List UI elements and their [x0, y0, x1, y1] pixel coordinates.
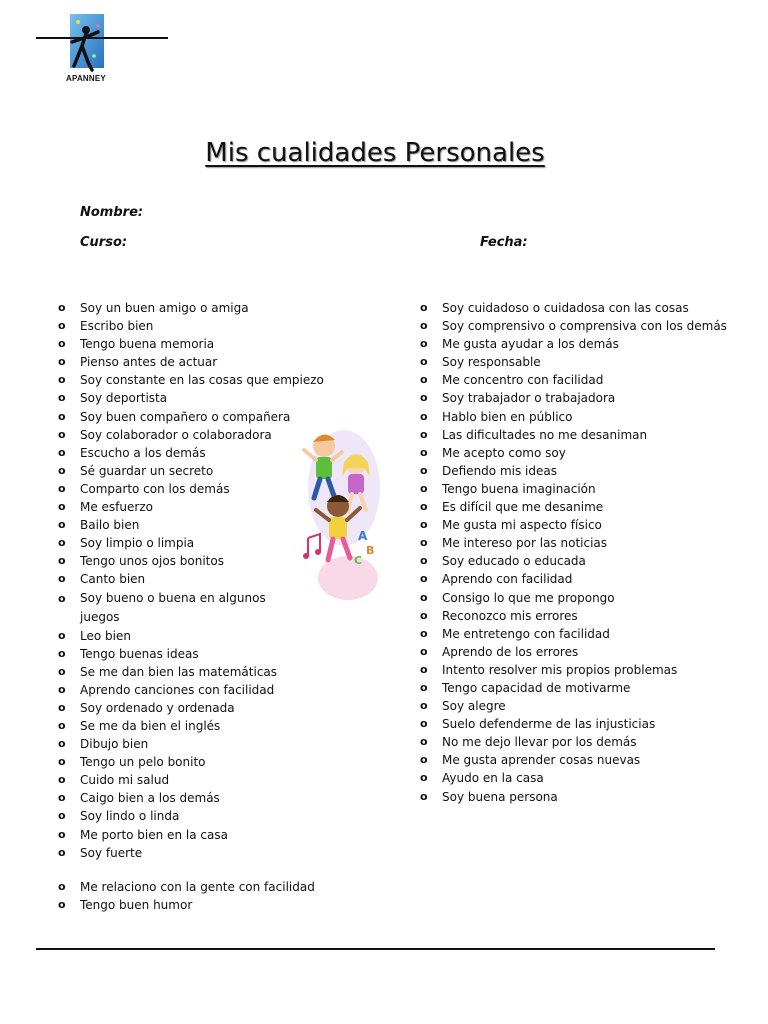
- bullet-icon: o: [58, 755, 66, 769]
- list-item-text: Tengo buena imaginación: [442, 481, 596, 496]
- list-item: [58, 317, 324, 335]
- bullet-icon: o: [58, 500, 66, 514]
- list-item-text: Se me dan bien las matemáticas: [80, 664, 278, 679]
- list-item-text: Aprendo de los errores: [442, 644, 579, 659]
- bullet-icon: o: [58, 572, 66, 586]
- bullet-icon: o: [58, 445, 66, 459]
- list-item: [420, 462, 727, 480]
- list-item: [58, 444, 324, 462]
- list-item: [58, 681, 324, 699]
- list-item-text: Soy colaborador o colaboradora: [80, 427, 272, 442]
- bullet-icon: o: [58, 845, 66, 859]
- list-item-text: Escribo bien: [80, 319, 154, 334]
- list-item-text: Soy bueno o buena en algunos juegos: [80, 590, 266, 624]
- list-item-text: Tengo un pelo bonito: [80, 755, 206, 770]
- list-item-text: Sé guardar un secreto: [80, 463, 214, 478]
- list-item-text: Tengo buenas ideas: [80, 646, 199, 661]
- bullet-icon: o: [58, 791, 66, 805]
- list-item: [58, 717, 324, 735]
- list-item: [58, 807, 324, 825]
- list-item-text: Me gusta mi aspecto físico: [442, 518, 602, 533]
- list-item-text: Me concentro con facilidad: [442, 373, 604, 388]
- bullet-icon: o: [420, 644, 428, 658]
- list-item: [58, 371, 324, 389]
- list-item-text: Soy lindo o linda: [80, 809, 180, 824]
- list-item-text: Me acepto como soy: [442, 445, 566, 460]
- bullet-icon: o: [420, 590, 428, 604]
- bullet-icon: o: [58, 628, 66, 642]
- bullet-icon: o: [420, 735, 428, 749]
- left-qualities-list: [58, 299, 324, 914]
- bullet-icon: o: [58, 718, 66, 732]
- list-item-text: Tengo buena memoria: [80, 337, 215, 352]
- bullet-icon: o: [420, 753, 428, 767]
- bullet-icon: o: [420, 445, 428, 459]
- bullet-icon: o: [58, 897, 66, 911]
- bullet-icon: o: [420, 463, 428, 477]
- list-item-text: Soy un buen amigo o amiga: [80, 301, 249, 315]
- bullet-icon: o: [420, 572, 428, 586]
- list-item-text: Defiendo mis ideas: [442, 463, 557, 478]
- list-item-text: Hablo bien en público: [442, 409, 573, 424]
- list-item-text: Soy cuidadoso o cuidadosa con las cosas: [442, 301, 689, 315]
- bullet-icon: o: [420, 319, 428, 333]
- list-item-text: Comparto con los demás: [80, 481, 230, 496]
- fecha-label: Fecha:: [480, 235, 528, 250]
- list-item-text: Se me da bien el inglés: [80, 718, 221, 733]
- list-item: [58, 335, 324, 353]
- list-item: [58, 753, 324, 771]
- list-item: [58, 552, 324, 570]
- list-item: [58, 498, 324, 516]
- list-item: [420, 625, 727, 643]
- bullet-icon: o: [58, 664, 66, 678]
- list-item-text: Pienso antes de actuar: [80, 355, 218, 370]
- list-item-text: Soy trabajador o trabajadora: [442, 391, 616, 406]
- right-qualities-list: [420, 299, 727, 806]
- bullet-icon: o: [420, 373, 428, 387]
- list-item-text: Soy buena persona: [442, 789, 558, 804]
- bullet-icon: o: [420, 301, 428, 314]
- list-item: [58, 789, 324, 807]
- list-item-text: Soy limpio o limpia: [80, 536, 195, 551]
- list-item: [58, 353, 324, 371]
- list-item: [58, 534, 324, 552]
- bullet-icon: o: [420, 337, 428, 351]
- bullet-icon: o: [420, 518, 428, 532]
- svg-text:B: B: [366, 544, 375, 557]
- list-item: [58, 516, 324, 534]
- bullet-icon: o: [420, 717, 428, 731]
- list-item-text: Consigo lo que me propongo: [442, 590, 615, 605]
- bullet-icon: o: [58, 809, 66, 823]
- bullet-icon: o: [58, 409, 66, 423]
- list-item: [58, 771, 324, 789]
- list-item-text: Soy fuerte: [80, 845, 143, 860]
- list-item: [58, 878, 324, 896]
- list-item: [420, 335, 727, 353]
- list-item-text: Aprendo con facilidad: [442, 572, 573, 587]
- bullet-icon: o: [58, 373, 66, 387]
- footer-line: [36, 948, 715, 950]
- list-item: [58, 408, 324, 426]
- list-item-text: Suelo defenderme de las injusticias: [442, 717, 656, 732]
- list-item-text: No me dejo llevar por los demás: [442, 735, 637, 750]
- list-item: [58, 462, 324, 480]
- page-title: Mis cualidades Personales: [205, 138, 545, 168]
- list-item-text: Soy constante en las cosas que empiezo: [80, 373, 324, 388]
- list-item-text: Es difícil que me desanime: [442, 500, 604, 515]
- bullet-icon: o: [420, 626, 428, 640]
- list-item: [58, 735, 324, 753]
- list-item: [58, 896, 324, 914]
- list-item-text: Soy educado o educada: [442, 554, 586, 569]
- list-item: [420, 733, 727, 751]
- list-item: [420, 480, 727, 498]
- list-item: [420, 607, 727, 625]
- bullet-icon: o: [420, 608, 428, 622]
- list-item: [420, 371, 727, 389]
- bullet-icon: o: [58, 536, 66, 550]
- bullet-icon: o: [58, 682, 66, 696]
- list-item-text: Las dificultades no me desaniman: [442, 427, 648, 442]
- bullet-icon: o: [420, 427, 428, 441]
- list-item: [58, 645, 324, 663]
- list-item: [420, 389, 727, 407]
- bullet-icon: o: [58, 481, 66, 495]
- list-item: [58, 299, 324, 317]
- list-item: [420, 643, 727, 661]
- list-item-text: Me relaciono con la gente con facilidad: [80, 879, 315, 894]
- list-item: [420, 353, 727, 371]
- list-item: [420, 426, 727, 444]
- list-item: [58, 589, 270, 627]
- list-item-text: Me intereso por las noticias: [442, 536, 608, 551]
- list-item-text: Me esfuerzo: [80, 500, 153, 515]
- curso-label: Curso:: [80, 235, 128, 250]
- list-item: [420, 788, 727, 806]
- svg-text:A: A: [358, 529, 368, 543]
- list-item-text: Soy comprensivo o comprensiva con los demás: [442, 319, 727, 334]
- bullet-icon: o: [58, 301, 66, 314]
- bullet-icon: o: [420, 771, 428, 785]
- list-item-text: Ayudo en la casa: [442, 771, 544, 786]
- list-item-text: Reconozco mis errores: [442, 608, 578, 623]
- list-item-text: Me entretengo con facilidad: [442, 626, 610, 641]
- list-item: [420, 679, 727, 697]
- bullet-icon: o: [58, 591, 66, 605]
- list-item-text: Soy responsable: [442, 355, 541, 370]
- list-item: [58, 699, 324, 717]
- list-item: [420, 552, 727, 570]
- bullet-icon: o: [420, 699, 428, 713]
- list-item: [58, 844, 324, 862]
- list-item: [58, 480, 324, 498]
- bullet-icon: o: [58, 463, 66, 477]
- bullet-icon: o: [420, 554, 428, 568]
- list-item: [420, 516, 727, 534]
- list-item: [58, 570, 324, 588]
- bullet-icon: o: [58, 337, 66, 351]
- list-item-text: Cuido mi salud: [80, 773, 170, 788]
- bullet-icon: o: [420, 481, 428, 495]
- list-item: [420, 661, 727, 679]
- bullet-icon: o: [420, 409, 428, 423]
- bullet-icon: o: [58, 827, 66, 841]
- nombre-label: Nombre:: [80, 205, 144, 220]
- bullet-icon: o: [58, 427, 66, 441]
- list-item: [420, 408, 727, 426]
- bullet-icon: o: [420, 680, 428, 694]
- bullet-icon: o: [420, 500, 428, 514]
- list-item-text: Me porto bien en la casa: [80, 827, 228, 842]
- list-item-text: Bailo bien: [80, 518, 140, 533]
- bullet-icon: o: [58, 518, 66, 532]
- bullet-icon: o: [58, 700, 66, 714]
- list-item: [420, 317, 727, 335]
- bullet-icon: o: [58, 391, 66, 405]
- bullet-icon: o: [58, 879, 66, 893]
- list-item: [420, 570, 727, 588]
- bullet-icon: o: [58, 319, 66, 333]
- list-item: [420, 498, 727, 516]
- bullet-icon: o: [420, 662, 428, 676]
- list-item-text: Soy buen compañero o compañera: [80, 409, 291, 424]
- list-item: [58, 426, 324, 444]
- list-item: [420, 769, 727, 787]
- list-item-text: Caigo bien a los demás: [80, 791, 220, 806]
- logo-underline: [36, 37, 168, 39]
- list-item: [58, 627, 324, 645]
- list-item-text: Me gusta ayudar a los demás: [442, 337, 619, 352]
- bullet-icon: o: [58, 554, 66, 568]
- bullet-icon: o: [420, 536, 428, 550]
- list-item-text: Canto bien: [80, 572, 146, 587]
- children-illustration-icon: [298, 428, 382, 606]
- list-item: [420, 534, 727, 552]
- list-item: [58, 826, 324, 844]
- list-item-text: Dibujo bien: [80, 737, 149, 752]
- list-item-text: Tengo buen humor: [80, 897, 193, 912]
- apanney-logo-icon: [58, 12, 118, 74]
- bullet-icon: o: [420, 355, 428, 369]
- bullet-icon: o: [58, 646, 66, 660]
- svg-text:C: C: [354, 554, 363, 567]
- list-item: [420, 444, 727, 462]
- bullet-icon: o: [420, 391, 428, 405]
- bullet-icon: o: [58, 737, 66, 751]
- bullet-icon: o: [58, 355, 66, 369]
- list-item: [420, 715, 727, 733]
- bullet-icon: o: [420, 789, 428, 803]
- list-item: [58, 389, 324, 407]
- list-item: [420, 589, 727, 607]
- list-item-text: Soy deportista: [80, 391, 168, 406]
- list-item: [58, 663, 324, 681]
- list-item: [420, 751, 727, 769]
- logo-text: APANNEY: [66, 74, 106, 83]
- list-item-text: Escucho a los demás: [80, 445, 206, 460]
- list-item-text: Aprendo canciones con facilidad: [80, 682, 275, 697]
- list-item-text: Tengo unos ojos bonitos: [80, 554, 224, 569]
- list-item-text: Leo bien: [80, 628, 131, 643]
- list-item-text: Me gusta aprender cosas nuevas: [442, 753, 641, 768]
- list-item-text: Tengo capacidad de motivarme: [442, 680, 631, 695]
- list-item-text: Intento resolver mis propios problemas: [442, 662, 678, 677]
- bullet-icon: o: [58, 773, 66, 787]
- list-item: [420, 697, 727, 715]
- list-item-text: Soy alegre: [442, 699, 506, 714]
- list-item-text: Soy ordenado y ordenada: [80, 700, 235, 715]
- list-item: [420, 299, 727, 317]
